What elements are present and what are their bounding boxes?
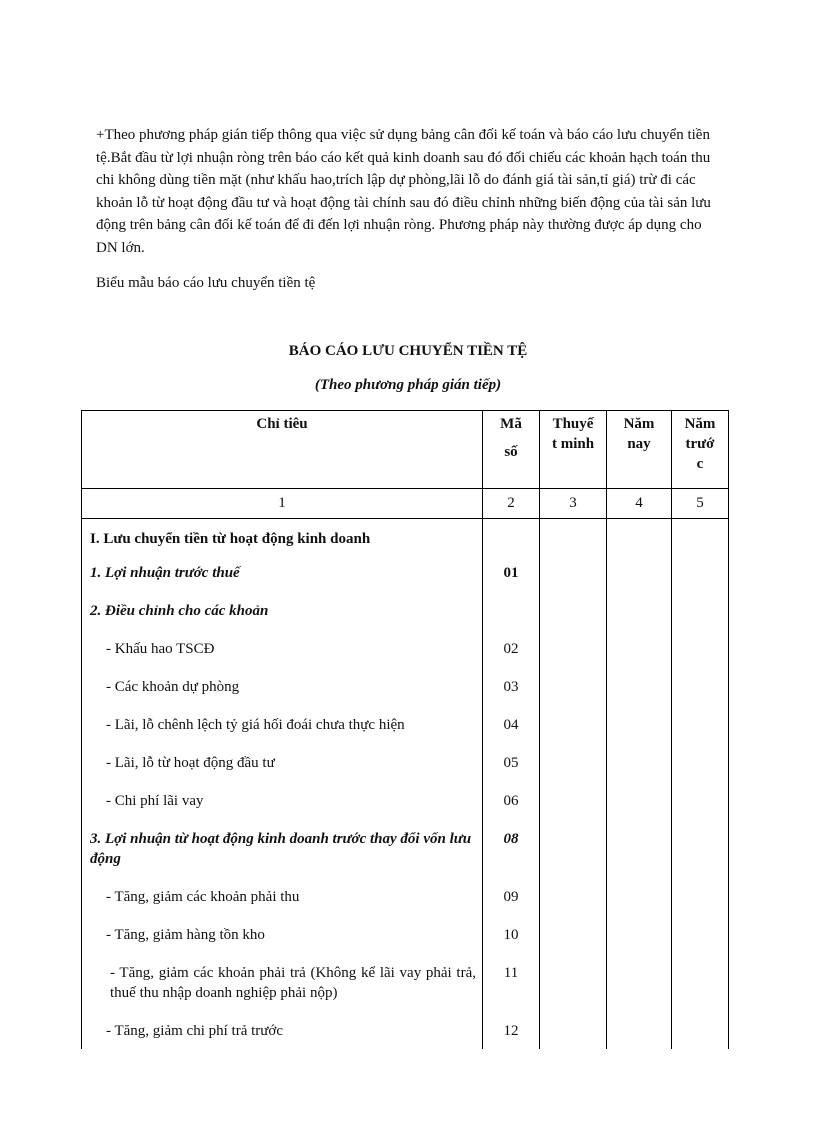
table-row (82, 825, 729, 883)
row-current-year (607, 673, 672, 711)
table-row (82, 519, 729, 560)
row-note (540, 883, 607, 921)
row-prior-year (672, 921, 729, 959)
row-prior-year (672, 597, 729, 635)
row-current-year (607, 711, 672, 749)
table-row (82, 883, 729, 921)
column-number: 5 (672, 489, 729, 519)
row-label: - Lãi, lỗ chênh lệch tỷ giá hối đoái chưa thực hiện (82, 711, 483, 749)
intro-paragraph: +Theo phương pháp gián tiếp thông qua việc sử dụng bảng cân đối kế toán và báo cáo lưu chuyển tiền tệ.Bắt đầu từ lợi nhuận ròng trên báo cáo kết quả kinh doanh sau đó đối chiếu các khoản hạch toán thu chi không dùng tiền mặt (như khấu hao,trích lập dự phòng,lãi lỗ do đánh giá tài sản,tỉ giá) trừ đi các khoản lỗ từ hoạt động đầu tư và hoạt động tài chính sau đó điều chỉnh những biến động của tài sản lưu động trên bảng cân đối kế toán để đi đến lợi nhuận ròng. Phương pháp này thường được áp dụng cho DN lớn. (96, 127, 711, 256)
row-code: 10 (483, 921, 540, 959)
row-prior-year (672, 1017, 729, 1049)
header-nam-truoc-line1: Năm (684, 416, 716, 432)
header-thuyet-minh-line2: t minh (551, 436, 595, 452)
row-code: 02 (483, 635, 540, 673)
row-code: 12 (483, 1017, 540, 1049)
cash-flow-table (81, 410, 729, 1049)
row-label: - Các khoản dự phòng (82, 673, 483, 711)
row-note (540, 635, 607, 673)
row-code: 05 (483, 749, 540, 787)
row-label: - Chi phí lãi vay (82, 787, 483, 825)
row-current-year (607, 749, 672, 787)
row-current-year (607, 825, 672, 883)
table-row (82, 711, 729, 749)
table-row (82, 597, 729, 635)
row-code (483, 519, 540, 560)
table-row (82, 959, 729, 1017)
row-current-year (607, 519, 672, 560)
row-code: 04 (483, 711, 540, 749)
header-thuyet-minh-line1: Thuyế (552, 416, 594, 432)
report-subtitle: (Theo phương pháp gián tiếp) (314, 377, 502, 393)
row-code (483, 597, 540, 635)
header-chi-tieu: Chỉ tiêu (82, 411, 483, 489)
row-current-year (607, 959, 672, 1017)
row-current-year (607, 883, 672, 921)
row-current-year (607, 559, 672, 597)
row-prior-year (672, 883, 729, 921)
table-row (82, 921, 729, 959)
row-code: 06 (483, 787, 540, 825)
header-nam-truoc-line3: c (696, 456, 704, 472)
table-row (82, 1017, 729, 1049)
row-label: - Khấu hao TSCĐ (82, 635, 483, 673)
row-note (540, 711, 607, 749)
row-note (540, 559, 607, 597)
header-nam-truoc (672, 411, 729, 489)
table-row (82, 635, 729, 673)
row-code: 03 (483, 673, 540, 711)
row-note (540, 825, 607, 883)
row-note (540, 519, 607, 560)
row-label: - Lãi, lỗ từ hoạt động đầu tư (82, 749, 483, 787)
row-label: - Tăng, giảm các khoản phải trả (Không kể lãi vay phải trả, thuế thu nhập doanh nghiệp phải nộp) (82, 959, 483, 1017)
row-prior-year (672, 959, 729, 1017)
table-row (82, 673, 729, 711)
row-prior-year (672, 673, 729, 711)
row-note (540, 597, 607, 635)
row-note (540, 749, 607, 787)
row-label: I. Lưu chuyển tiền từ hoạt động kinh doanh (82, 519, 483, 560)
header-nam-truoc-line2: trướ (685, 436, 715, 452)
row-current-year (607, 635, 672, 673)
row-prior-year (672, 559, 729, 597)
row-note (540, 673, 607, 711)
row-label: 1. Lợi nhuận trước thuế (82, 559, 483, 597)
row-note (540, 787, 607, 825)
header-nam-nay-line2: nay (627, 436, 651, 452)
row-code: 11 (483, 959, 540, 1017)
row-current-year (607, 787, 672, 825)
row-prior-year (672, 635, 729, 673)
report-title: BÁO CÁO LƯU CHUYỂN TIỀN TỆ (288, 343, 528, 359)
header-ma-so-line2: số (504, 444, 518, 460)
row-label: - Tăng, giảm các khoản phải thu (82, 883, 483, 921)
header-nam-nay-line1: Năm (623, 416, 655, 432)
header-thuyet-minh (540, 411, 607, 489)
column-number: 1 (82, 489, 483, 519)
row-prior-year (672, 825, 729, 883)
header-nam-nay (607, 411, 672, 489)
row-current-year (607, 597, 672, 635)
row-note (540, 1017, 607, 1049)
row-code: 01 (483, 559, 540, 597)
table-row (82, 559, 729, 597)
row-label: 3. Lợi nhuận từ hoạt động kinh doanh trước thay đổi vốn lưu động (82, 825, 483, 883)
row-code: 08 (483, 825, 540, 883)
row-prior-year (672, 711, 729, 749)
row-current-year (607, 1017, 672, 1049)
template-caption: Biểu mẫu báo cáo lưu chuyển tiền tệ (96, 275, 316, 291)
row-prior-year (672, 749, 729, 787)
row-note (540, 921, 607, 959)
row-label: - Tăng, giảm chi phí trả trước (82, 1017, 483, 1049)
column-number: 4 (607, 489, 672, 519)
row-label: 2. Điều chỉnh cho các khoản (82, 597, 483, 635)
header-ma-so-line1: Mã (500, 416, 522, 432)
row-current-year (607, 921, 672, 959)
row-prior-year (672, 787, 729, 825)
column-number: 2 (483, 489, 540, 519)
row-code: 09 (483, 883, 540, 921)
row-prior-year (672, 519, 729, 560)
header-ma-so (483, 411, 540, 489)
table-row (82, 749, 729, 787)
row-label: - Tăng, giảm hàng tồn kho (82, 921, 483, 959)
column-number: 3 (540, 489, 607, 519)
row-note (540, 959, 607, 1017)
table-row (82, 787, 729, 825)
